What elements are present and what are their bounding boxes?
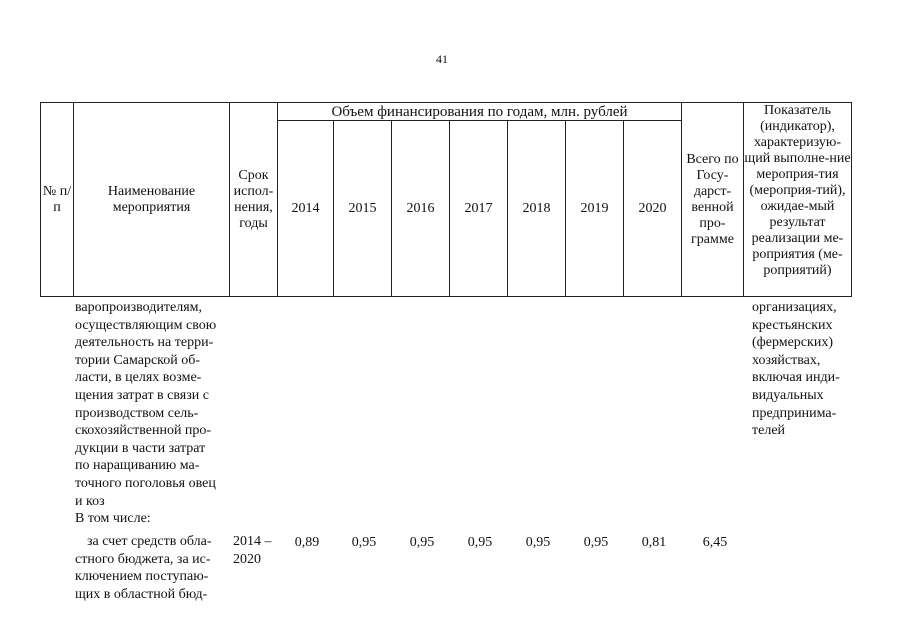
value-2019: 0,95 — [583, 535, 609, 550]
measure-name-line: деятельность на терри- — [75, 335, 214, 351]
measure-name-line: варопроизводителям, — [75, 300, 202, 315]
header-year-2015: 2015 — [334, 121, 392, 297]
header-year-2016: 2016 — [392, 121, 450, 297]
value-total: 6,45 — [702, 535, 728, 550]
subitem-name-line: стного бюджета, за ис- — [75, 551, 211, 567]
subitem-term — [233, 533, 279, 568]
measure-name — [75, 299, 232, 510]
header-indicator: Показатель (индикатор), характеризую-щий выполне-ние мероприя-тия (мероприя-тий), ожидае-мый результат реализации ме-роприятия (ме-роприятий) — [744, 103, 852, 297]
indicator-text — [752, 299, 858, 440]
indicator-line: включая инди- — [752, 370, 840, 386]
measure-name-line: скохозяйственной про- — [75, 423, 212, 439]
indicator-line: хозяйствах, — [752, 352, 821, 368]
measure-name-line: щения затрат в связи с — [75, 387, 209, 403]
page-number: 41 — [436, 52, 448, 66]
indicator-line: организациях, — [752, 300, 837, 315]
indicator-line: крестьянских — [752, 317, 833, 333]
header-year-2014: 2014 — [278, 121, 334, 297]
measure-name-line: по наращиванию ма- — [75, 458, 200, 474]
header-year-2018: 2018 — [508, 121, 566, 297]
measure-name-line: ласти, в целях возме- — [75, 370, 202, 386]
measure-name-line: и коз — [75, 493, 105, 509]
header-num: № п/п — [41, 103, 74, 297]
value-2018: 0,95 — [525, 535, 551, 550]
subitem-term-line: 2020 — [233, 551, 261, 567]
indicator-line: предпринима- — [752, 405, 837, 421]
header-name: Наименование мероприятия — [74, 103, 230, 297]
subitem-term-line: 2014 – — [233, 534, 272, 549]
header-total: Всего по Госу-дарст-венной про-грамме — [682, 103, 744, 297]
subitem-name-line: ключением поступаю- — [75, 569, 209, 585]
indicator-line: видуальных — [752, 387, 824, 403]
value-2016: 0,95 — [409, 535, 435, 550]
measure-name-line: производством сель- — [75, 405, 199, 421]
including-label: В том числе: — [75, 511, 151, 526]
subitem-name-line: за счет средств обла- — [87, 534, 212, 549]
measure-name-line: дукции в части затрат — [75, 440, 206, 456]
header-year-2019: 2019 — [566, 121, 624, 297]
header-volume: Объем финансирования по годам, млн. рублей — [278, 103, 682, 121]
measure-name-line: тории Самарской об- — [75, 352, 201, 368]
value-2020: 0,81 — [641, 535, 667, 550]
measure-name-line: точного поголовья овец — [75, 475, 216, 491]
value-2015: 0,95 — [351, 535, 377, 550]
subitem-name-line: щих в областной бюд- — [75, 586, 208, 602]
header-year-2017: 2017 — [450, 121, 508, 297]
indicator-line: телей — [752, 423, 786, 439]
indicator-line: (фермерских) — [752, 335, 833, 351]
header-year-2020: 2020 — [624, 121, 682, 297]
header-table — [40, 102, 852, 297]
header-term: Срок испол-нения, годы — [230, 103, 278, 297]
value-2014: 0,89 — [294, 535, 320, 550]
subitem-name — [75, 533, 232, 603]
value-2017: 0,95 — [467, 535, 493, 550]
measure-name-line: осуществляющим свою — [75, 317, 217, 333]
